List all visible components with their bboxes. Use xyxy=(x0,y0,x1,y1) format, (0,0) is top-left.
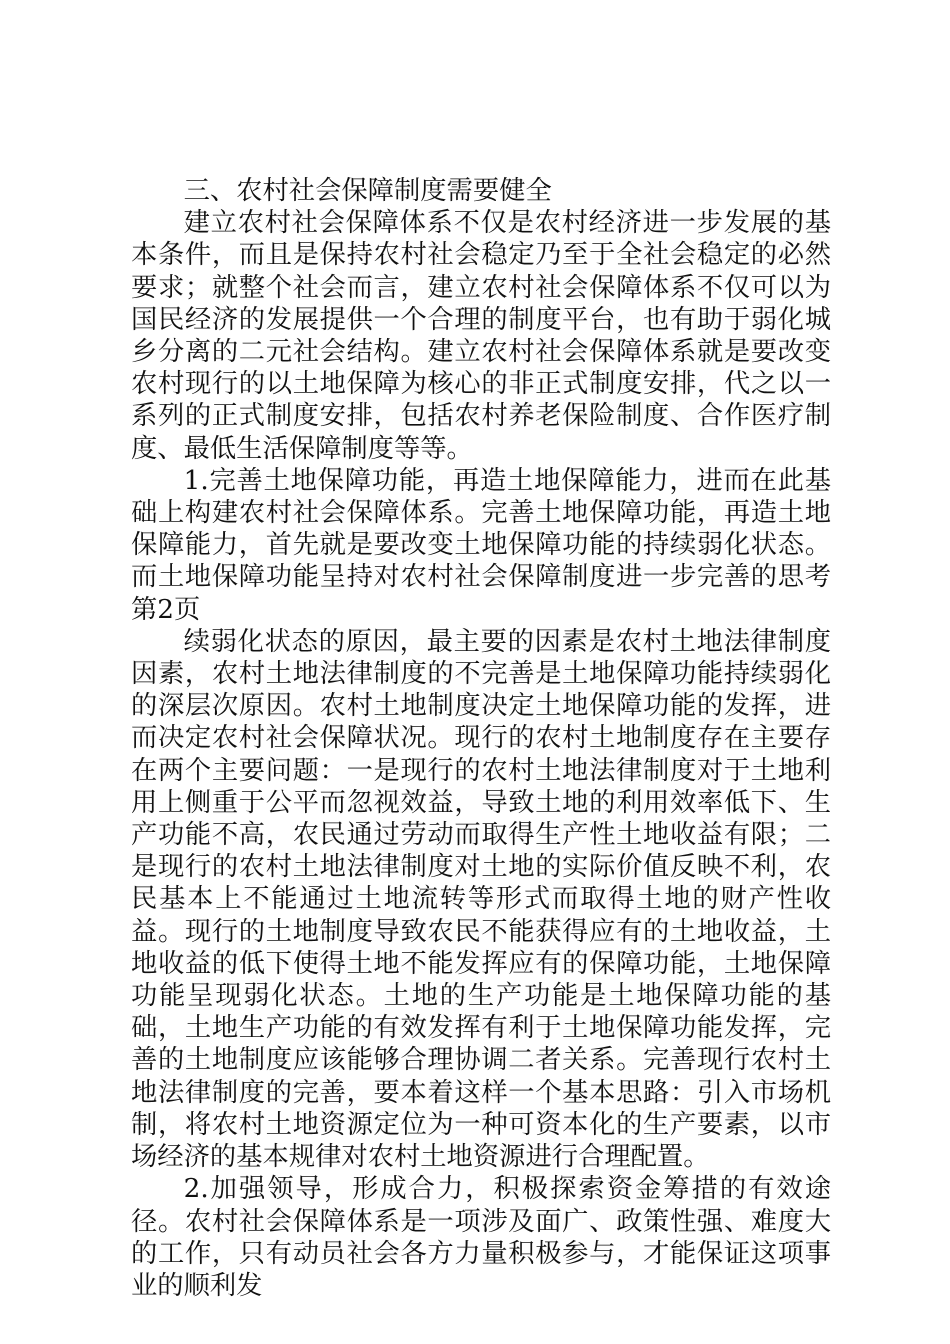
paragraph-point-1-continued: 续弱化状态的原因，最主要的因素是农村土地法律制度因素，农村土地法律制度的不完善是土地保障功能持续弱化的深层次原因。农村土地制度决定土地保障功能的发挥，进而决定农村社会保障状况。现行的农村土地制度存在主要存在两个主要问题：一是现行的农村土地法律制度对于土地利用上侧重于公平而忽视效益，导致土地的利用效率低下、生产功能不高，农民通过劳动而取得生产性土地收益有限；二是现行的农村土地法律制度对土地的实际价值反映不利，农民基本上不能通过土地流转等形式而取得土地的财产性收益。现行的土地制度导致农民不能获得应有的土地收益，土地收益的低下使得土地不能发挥应有的保障功能，土地保障功能呈现弱化状态。土地的生产功能是土地保障功能的基础，土地生产功能的有效发挥有利于土地保障功能发挥，完善的土地制度应该能够合理协调二者关系。完善现行农村土地法律制度的完善，要本着这样一个基本思路：引入市场机制，将农村土地资源定位为一种可资本化的生产要素，以市场经济的基本规律对农村土地资源进行合理配置。 xyxy=(131,626,831,1173)
document-body xyxy=(131,175,831,1302)
paragraph-point-1: 1.完善土地保障功能，再造土地保障能力，进而在此基础上构建农村社会保障体系。完善土地保障功能，再造土地保障能力，首先就是要改变土地保障功能的持续弱化状态。而土地保障功能呈持对农村社会保障制度进一步完善的思考第2页 xyxy=(131,465,831,625)
section-heading: 三、农村社会保障制度需要健全 xyxy=(183,176,552,206)
paragraph-point-2: 2.加强领导，形成合力，积极探索资金筹措的有效途径。农村社会保障体系是一项涉及面广、政策性强、难度大的工作，只有动员社会各方力量积极参与，才能保证这项事业的顺利发 xyxy=(131,1174,831,1301)
paragraph-intro: 建立农村社会保障体系不仅是农村经济进一步发展的基本条件，而且是保持农村社会稳定乃至于全社会稳定的必然要求；就整个社会而言，建立农村社会保障体系不仅可以为国民经济的发展提供一个合理的制度平台，也有助于弱化城乡分离的二元社会结构。建立农村社会保障体系就是要改变农村现行的以土地保障为核心的非正式制度安排，代之以一系列的正式制度安排，包括农村养老保险制度、合作医疗制度、最低生活保障制度等等。 xyxy=(131,208,831,464)
